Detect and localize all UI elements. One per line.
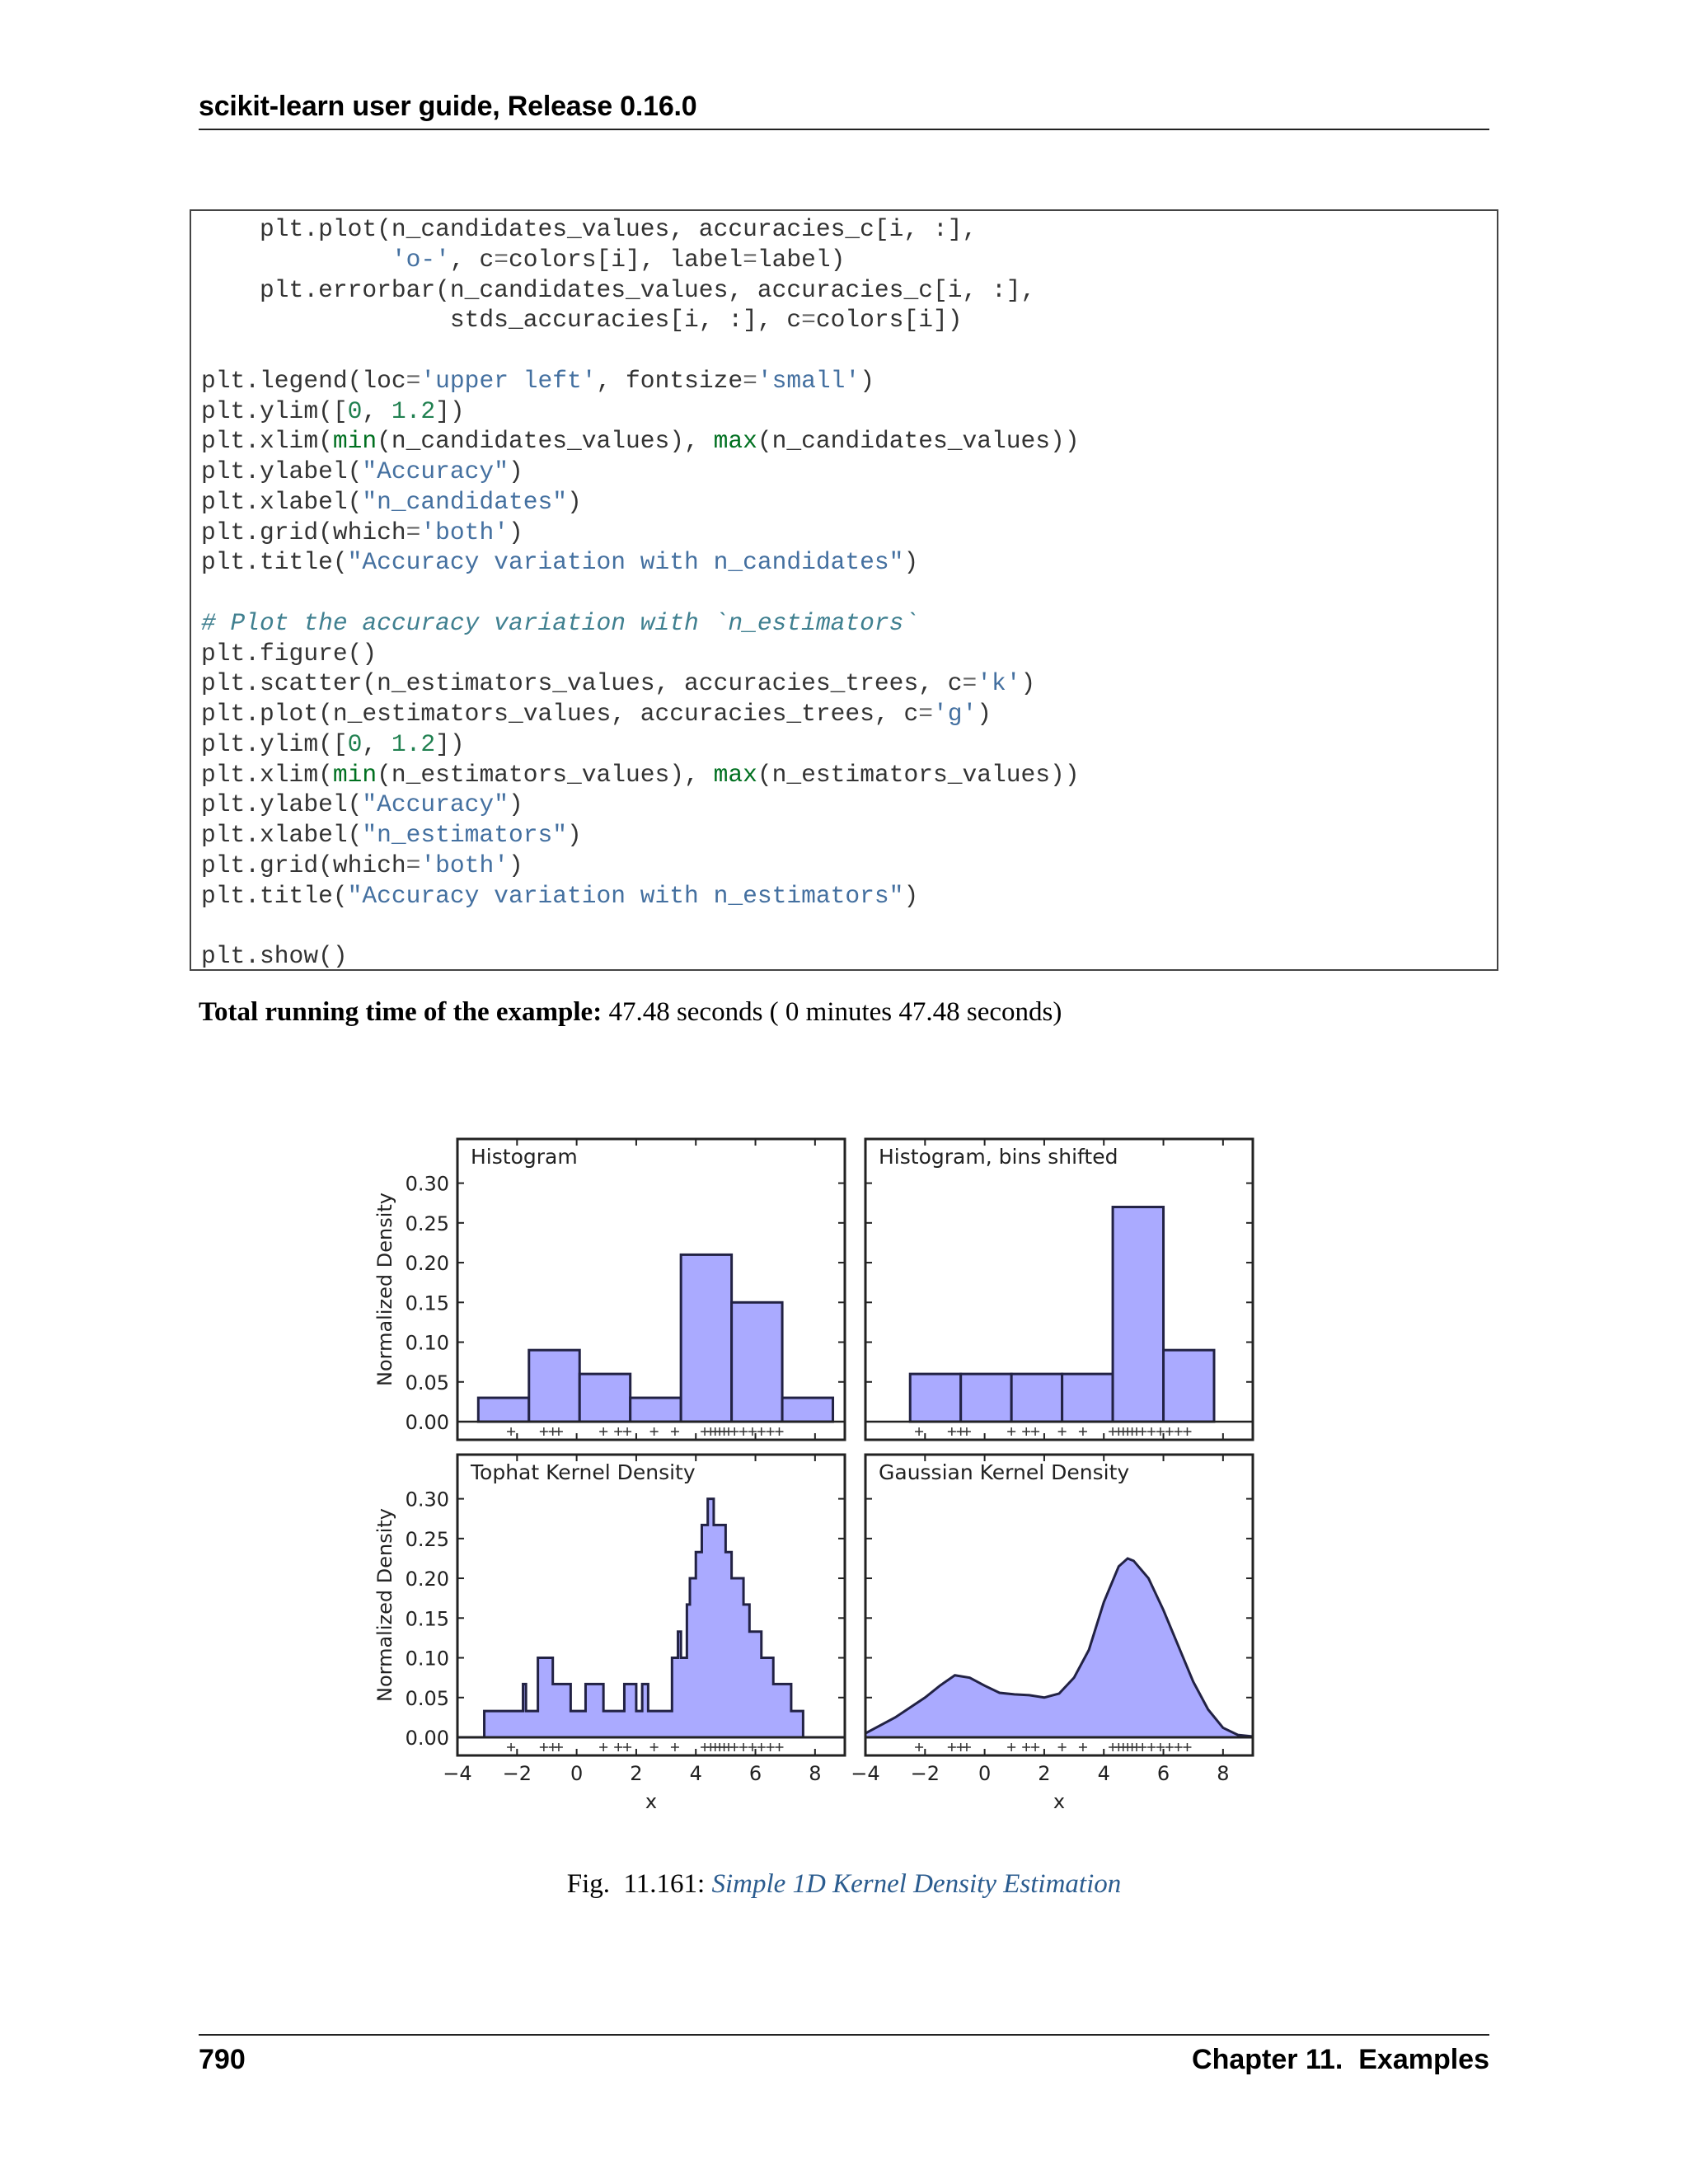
x-tick-label: −2 <box>502 1762 532 1785</box>
sample-marker <box>623 1427 631 1436</box>
code-token: ]) <box>435 396 465 425</box>
sample-marker <box>671 1427 679 1436</box>
y-tick-label: 0.20 <box>405 1252 449 1276</box>
sample-marker <box>1165 1743 1174 1751</box>
code-token: min <box>332 760 377 789</box>
x-tick-label: −2 <box>910 1762 940 1785</box>
y-tick-label: 0.00 <box>405 1411 449 1434</box>
sample-marker <box>1147 1743 1156 1751</box>
sample-marker <box>507 1427 515 1436</box>
code-token: "Accuracy" <box>362 457 509 485</box>
sample-marker <box>1147 1427 1156 1436</box>
code-token: = <box>962 669 978 698</box>
code-line <box>201 760 1080 789</box>
sample-marker <box>739 1427 748 1436</box>
y-tick-label: 0.05 <box>405 1686 449 1710</box>
x-tick-label: 6 <box>748 1762 762 1785</box>
x-tick-label: 4 <box>689 1762 702 1785</box>
y-tick-label: 0.30 <box>405 1488 449 1511</box>
code-token: = <box>406 851 421 879</box>
code-line <box>201 944 348 969</box>
code-line <box>201 729 465 758</box>
sample-marker <box>767 1743 775 1751</box>
code-token: (n_estimators_values)) <box>757 760 1080 789</box>
code-token: ) <box>508 790 523 819</box>
code-token: ) <box>508 518 523 546</box>
code-token: colors[i], label <box>508 245 743 274</box>
code-token: plt.plot(n_estimators_values, accuracies_trees, c <box>201 700 919 728</box>
sample-marker <box>775 1743 783 1751</box>
sample-marker <box>1058 1427 1067 1436</box>
histogram-bar <box>1113 1207 1163 1422</box>
code-token: ) <box>508 457 523 485</box>
runtime-value: 47.48 seconds ( 0 minutes 47.48 seconds) <box>602 997 1062 1027</box>
sample-marker <box>555 1427 563 1436</box>
code-token: 0 <box>347 729 363 758</box>
subplot-3 <box>373 1455 845 1813</box>
sample-marker <box>775 1427 783 1436</box>
sample-marker <box>599 1427 607 1436</box>
code-token: plt.title( <box>201 881 348 910</box>
y-tick-label: 0.15 <box>405 1291 449 1315</box>
code-token: = <box>406 366 421 395</box>
sample-marker <box>730 1427 738 1436</box>
sample-marker <box>1175 1427 1183 1436</box>
code-token: = <box>494 245 509 274</box>
code-token: 'g' <box>932 700 978 728</box>
code-token: "Accuracy" <box>362 790 509 819</box>
code-token: 'upper left' <box>420 366 597 395</box>
axes-frame <box>457 1139 845 1440</box>
code-token: = <box>918 700 933 728</box>
density-curve <box>865 1558 1253 1737</box>
sample-marker <box>915 1427 923 1436</box>
code-token: , c <box>449 245 495 274</box>
code-token: plt.xlabel( <box>201 821 363 849</box>
sample-marker <box>1138 1743 1146 1751</box>
code-token: , fontsize <box>596 366 743 395</box>
code-token: 'both' <box>420 518 509 546</box>
code-token: plt.scatter(n_estimators_values, accuracies_trees, c <box>201 669 963 698</box>
code-token: = <box>406 518 421 546</box>
code-token: ) <box>903 548 919 577</box>
sample-marker <box>671 1743 679 1751</box>
code-line <box>201 639 377 668</box>
histogram-bar <box>1062 1374 1113 1422</box>
code-line <box>201 823 582 848</box>
code-line <box>201 308 962 333</box>
sample-marker <box>730 1743 738 1751</box>
code-token: 'k' <box>977 669 1021 698</box>
code-token: plt.grid(which <box>201 851 406 879</box>
page-header-title: scikit-learn user guide, Release 0.16.0 <box>199 91 697 122</box>
code-token: 'o-' <box>391 245 450 274</box>
code-token: plt.grid(which <box>201 518 406 546</box>
x-tick-label: 0 <box>978 1762 992 1785</box>
x-tick-label: 4 <box>1097 1762 1110 1785</box>
code-token: label) <box>757 245 846 274</box>
sample-marker <box>963 1743 971 1751</box>
histogram-bar <box>681 1254 731 1422</box>
code-line <box>201 366 874 395</box>
code-token: plt.xlabel( <box>201 487 363 516</box>
code-token: , <box>362 729 392 758</box>
code-line <box>201 275 1036 304</box>
code-token: 'small' <box>757 366 860 395</box>
code-token: max <box>713 760 757 789</box>
code-token: min <box>332 427 377 456</box>
caption-prefix: Fig. 11.161: <box>566 1869 712 1899</box>
code-token: ) <box>903 881 919 910</box>
histogram-bar <box>782 1398 832 1422</box>
code-token: plt.ylabel( <box>201 790 363 819</box>
sample-marker <box>1031 1427 1039 1436</box>
runtime-label: Total running time of the example: <box>199 997 603 1027</box>
x-tick-label: 8 <box>809 1762 822 1785</box>
code-token: ) <box>567 487 582 516</box>
x-tick-label: 8 <box>1217 1762 1230 1785</box>
x-tick-label: 2 <box>1038 1762 1051 1785</box>
code-token: plt.show() <box>201 942 348 970</box>
code-line <box>201 457 523 485</box>
code-token: plt.ylim([ <box>201 729 348 758</box>
histogram-bar <box>529 1350 579 1422</box>
density-curve <box>457 1499 845 1737</box>
code-token: stds_accuracies[i, :], c <box>201 306 802 335</box>
y-tick-label: 0.25 <box>405 1212 449 1235</box>
sample-marker <box>540 1427 548 1436</box>
footer-chapter: Chapter 11. Examples <box>1192 2044 1489 2075</box>
code-token: plt.xlim( <box>201 427 333 456</box>
code-block <box>190 209 1498 971</box>
code-line <box>201 396 465 425</box>
runtime-line <box>199 997 1062 1028</box>
sample-marker <box>915 1743 923 1751</box>
y-tick-label: 0.30 <box>405 1172 449 1196</box>
histogram-bar <box>1164 1350 1214 1422</box>
histogram-bar <box>961 1374 1011 1422</box>
sample-marker <box>1165 1427 1174 1436</box>
header-rule <box>199 129 1489 130</box>
y-tick-label: 0.20 <box>405 1568 449 1591</box>
code-token: plt.title( <box>201 548 348 577</box>
code-token: "n_estimators" <box>362 821 567 849</box>
code-token: ) <box>508 851 523 879</box>
y-axis-label: Normalized Density <box>373 1193 396 1386</box>
code-line <box>201 608 919 637</box>
subplot-title: Tophat Kernel Density <box>471 1460 696 1484</box>
sample-marker <box>1183 1743 1191 1751</box>
code-token: (n_estimators_values), <box>377 760 714 789</box>
code-token: 1.2 <box>391 729 436 758</box>
histogram-bar <box>1011 1374 1062 1422</box>
subplot-2 <box>865 1139 1253 1440</box>
sample-marker <box>1022 1743 1030 1751</box>
y-tick-label: 0.25 <box>405 1527 449 1551</box>
sample-marker <box>1079 1427 1087 1436</box>
code-token: colors[i]) <box>815 306 963 335</box>
sample-marker <box>1079 1743 1087 1751</box>
sample-marker <box>599 1743 607 1751</box>
sample-marker <box>623 1743 631 1751</box>
sample-marker <box>1058 1743 1067 1751</box>
code-line <box>201 702 992 727</box>
code-line <box>201 429 1080 454</box>
sample-marker <box>1022 1427 1030 1436</box>
code-token: = <box>743 366 757 395</box>
sample-marker <box>757 1743 766 1751</box>
subplot-title: Histogram, bins shifted <box>879 1145 1118 1169</box>
code-token: plt.ylim([ <box>201 396 348 425</box>
code-token: "Accuracy variation with n_candidates" <box>347 548 904 577</box>
subplot-1 <box>373 1139 845 1440</box>
x-tick-label: −4 <box>443 1762 472 1785</box>
sample-marker <box>507 1743 515 1751</box>
code-token: plt.plot(n_candidates_values, accuracies_c[i, :], <box>201 215 978 243</box>
y-tick-label: 0.10 <box>405 1331 449 1355</box>
sample-marker <box>1007 1743 1015 1751</box>
x-axis-label: x <box>1053 1790 1066 1813</box>
code-token: ) <box>977 700 992 728</box>
code-token: "n_candidates" <box>362 487 567 516</box>
sample-marker <box>540 1743 548 1751</box>
sample-marker <box>1031 1743 1039 1751</box>
code-token: (n_candidates_values), <box>377 427 714 456</box>
histogram-bar <box>631 1398 681 1422</box>
sample-marker <box>650 1743 659 1751</box>
histogram-bar <box>579 1374 630 1422</box>
sample-marker <box>1007 1427 1015 1436</box>
sample-marker <box>948 1427 956 1436</box>
caption-link[interactable]: Simple 1D Kernel Density Estimation <box>711 1869 1122 1899</box>
code-token: ) <box>567 821 582 849</box>
code-token: , <box>362 396 392 425</box>
code-token: max <box>713 427 757 456</box>
code-line <box>201 881 919 910</box>
code-token: (n_candidates_values)) <box>757 427 1080 456</box>
footer-page-number: 790 <box>199 2044 246 2075</box>
x-tick-label: 6 <box>1156 1762 1170 1785</box>
code-token: plt.xlim( <box>201 760 333 789</box>
code-line <box>201 518 523 546</box>
figure-caption <box>0 1869 1688 1900</box>
code-line <box>201 487 582 516</box>
code-token: = <box>743 245 757 274</box>
x-tick-label: 0 <box>570 1762 584 1785</box>
code-token: ) <box>860 366 874 395</box>
sample-marker <box>757 1427 766 1436</box>
subplot-title: Histogram <box>471 1145 578 1169</box>
subplot-title: Gaussian Kernel Density <box>879 1460 1130 1484</box>
code-token: plt.figure() <box>201 639 377 668</box>
sample-marker <box>614 1743 622 1751</box>
y-tick-label: 0.00 <box>405 1727 449 1750</box>
code-token: 'both' <box>420 851 509 879</box>
code-token: 1.2 <box>391 396 436 425</box>
sample-marker <box>948 1743 956 1751</box>
code-line <box>201 215 978 243</box>
histogram-bar <box>732 1302 782 1422</box>
code-token: plt.legend(loc <box>201 366 406 395</box>
y-tick-label: 0.15 <box>405 1607 449 1631</box>
code-token: "Accuracy variation with n_estimators" <box>347 881 904 910</box>
code-line <box>201 245 846 274</box>
sample-marker <box>963 1427 971 1436</box>
code-token <box>201 246 392 274</box>
x-tick-label: 2 <box>630 1762 643 1785</box>
sample-marker <box>767 1427 775 1436</box>
y-tick-label: 0.10 <box>405 1647 449 1671</box>
sample-marker <box>614 1427 622 1436</box>
code-token: # Plot the accuracy variation with `n_estimators` <box>201 608 919 637</box>
subplot-4 <box>851 1455 1253 1813</box>
sample-marker <box>1138 1427 1146 1436</box>
code-token: ]) <box>435 729 465 758</box>
code-token: = <box>801 306 816 335</box>
code-token: plt.ylabel( <box>201 457 363 485</box>
sample-marker <box>555 1743 563 1751</box>
sample-marker <box>650 1427 659 1436</box>
sample-marker <box>1183 1427 1191 1436</box>
code-line <box>201 548 919 577</box>
code-token: plt.errorbar(n_candidates_values, accuracies_c[i, :], <box>201 275 1036 304</box>
code-token: ) <box>1020 669 1036 698</box>
y-tick-label: 0.05 <box>405 1371 449 1394</box>
kde-figure <box>363 1125 1352 1825</box>
sample-marker <box>739 1743 748 1751</box>
histogram-bar <box>910 1374 960 1422</box>
sample-marker <box>1175 1743 1183 1751</box>
code-line <box>201 669 1036 698</box>
footer-rule <box>199 2034 1489 2036</box>
x-axis-label: x <box>645 1790 658 1813</box>
x-tick-label: −4 <box>851 1762 880 1785</box>
y-axis-label: Normalized Density <box>373 1508 396 1702</box>
code-token: 0 <box>347 396 363 425</box>
code-line <box>201 851 523 879</box>
code-line <box>201 790 523 819</box>
histogram-bar <box>478 1398 528 1422</box>
